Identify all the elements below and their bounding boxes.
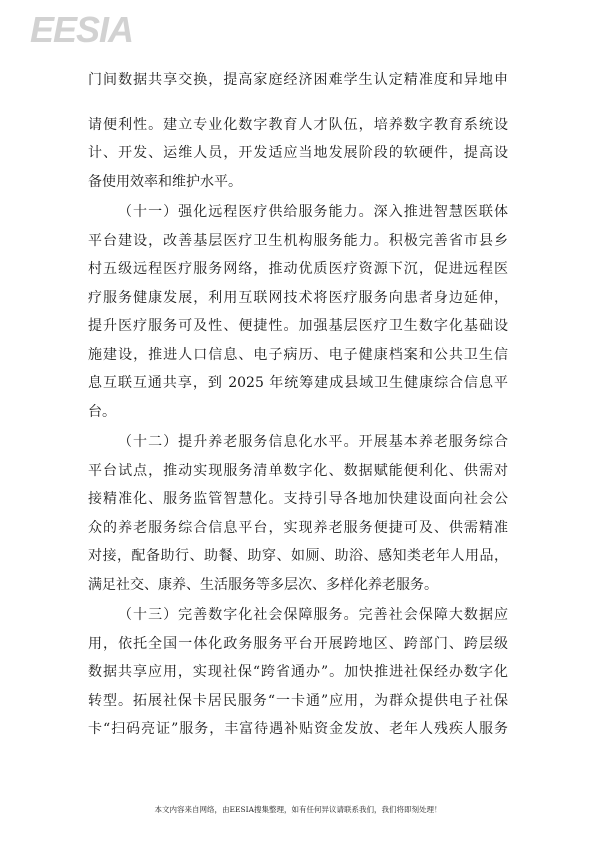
text-line: 村五级远程医疗服务网络，推动优质医疗资源下沉，促进远程医 <box>88 261 508 277</box>
section-heading-line: （十三）完善数字化社会保障服务。完善社会保障大数据应 <box>118 607 508 623</box>
text-line: 息互联互通共享，到 2025 年统筹建成县域卫生健康综合信息平 <box>88 375 508 391</box>
text-line: 疗服务健康发展，利用互联网技术将医疗服务向患者身边延伸， <box>88 289 508 306</box>
text-line: 卡“扫码亮证”服务，丰富待遇补贴资金发放、老年人残疾人服务 <box>88 721 508 737</box>
footer-notice: 本文内容来自网络，由EESIA搜集整理，如有任何异议请联系我们，我们将即刻处理！ <box>154 805 442 814</box>
paragraph <box>88 198 508 426</box>
text-line: 台。 <box>88 403 116 420</box>
text-line: 提升医疗服务可及性、便捷性。加强基层医疗卫生数字化基础设 <box>88 318 508 334</box>
document-body <box>88 66 508 744</box>
text-line: 满足社交、康养、生活服务等多层次、多样化养老服务。 <box>88 576 438 593</box>
section-heading-line: （十二）提升养老服务信息化水平。开展基本养老服务综合 <box>118 434 508 450</box>
paragraph <box>88 601 508 744</box>
text-line: 数据共享应用，实现社保“跨省通办”。加快推进社保经办数字化 <box>88 664 508 680</box>
text-line: 接精准化、服务监管智慧化。支持引导各地加快建设面向社会公 <box>88 491 508 507</box>
text-line: 对接，配备助行、助餐、助穿、如厕、助浴、感知类老年人用品， <box>88 548 508 564</box>
text-line: 平台建设，改善基层医疗卫生机构服务能力。积极完善省市县乡 <box>88 232 508 249</box>
text-line: 平台试点，推动实现服务清单数字化、数据赋能便利化、供需对 <box>88 462 508 479</box>
text-line: 转型。拓展社保卡居民服务“一卡通”应用，为群众提供电子社保 <box>88 692 508 709</box>
text-line: 众的养老服务综合信息平台，实现养老服务便捷可及、供需精准 <box>88 519 508 536</box>
eesia-logo: EESIA <box>30 9 134 50</box>
paragraph <box>88 428 508 599</box>
text-line: 用，依托全国一体化政务服务平台开展跨地区、跨部门、跨层级 <box>88 635 508 652</box>
text-line: 备使用效率和维护水平。 <box>88 173 242 190</box>
paragraph <box>88 66 508 196</box>
section-heading-line: （十一）强化远程医疗供给服务能力。深入推进智慧医联体 <box>118 204 508 220</box>
text-line: 施建设，推进人口信息、电子病历、电子健康档案和公共卫生信 <box>88 346 508 363</box>
text-line: 计、开发、运维人员，开发适应当地发展阶段的软硬件，提高设 <box>88 145 508 161</box>
text-line: 请便利性。建立专业化数字教育人才队伍，培养数字教育系统设 <box>88 116 508 133</box>
text-line: 门间数据共享交换，提高家庭经济困难学生认定精准度和异地申 <box>88 72 508 88</box>
